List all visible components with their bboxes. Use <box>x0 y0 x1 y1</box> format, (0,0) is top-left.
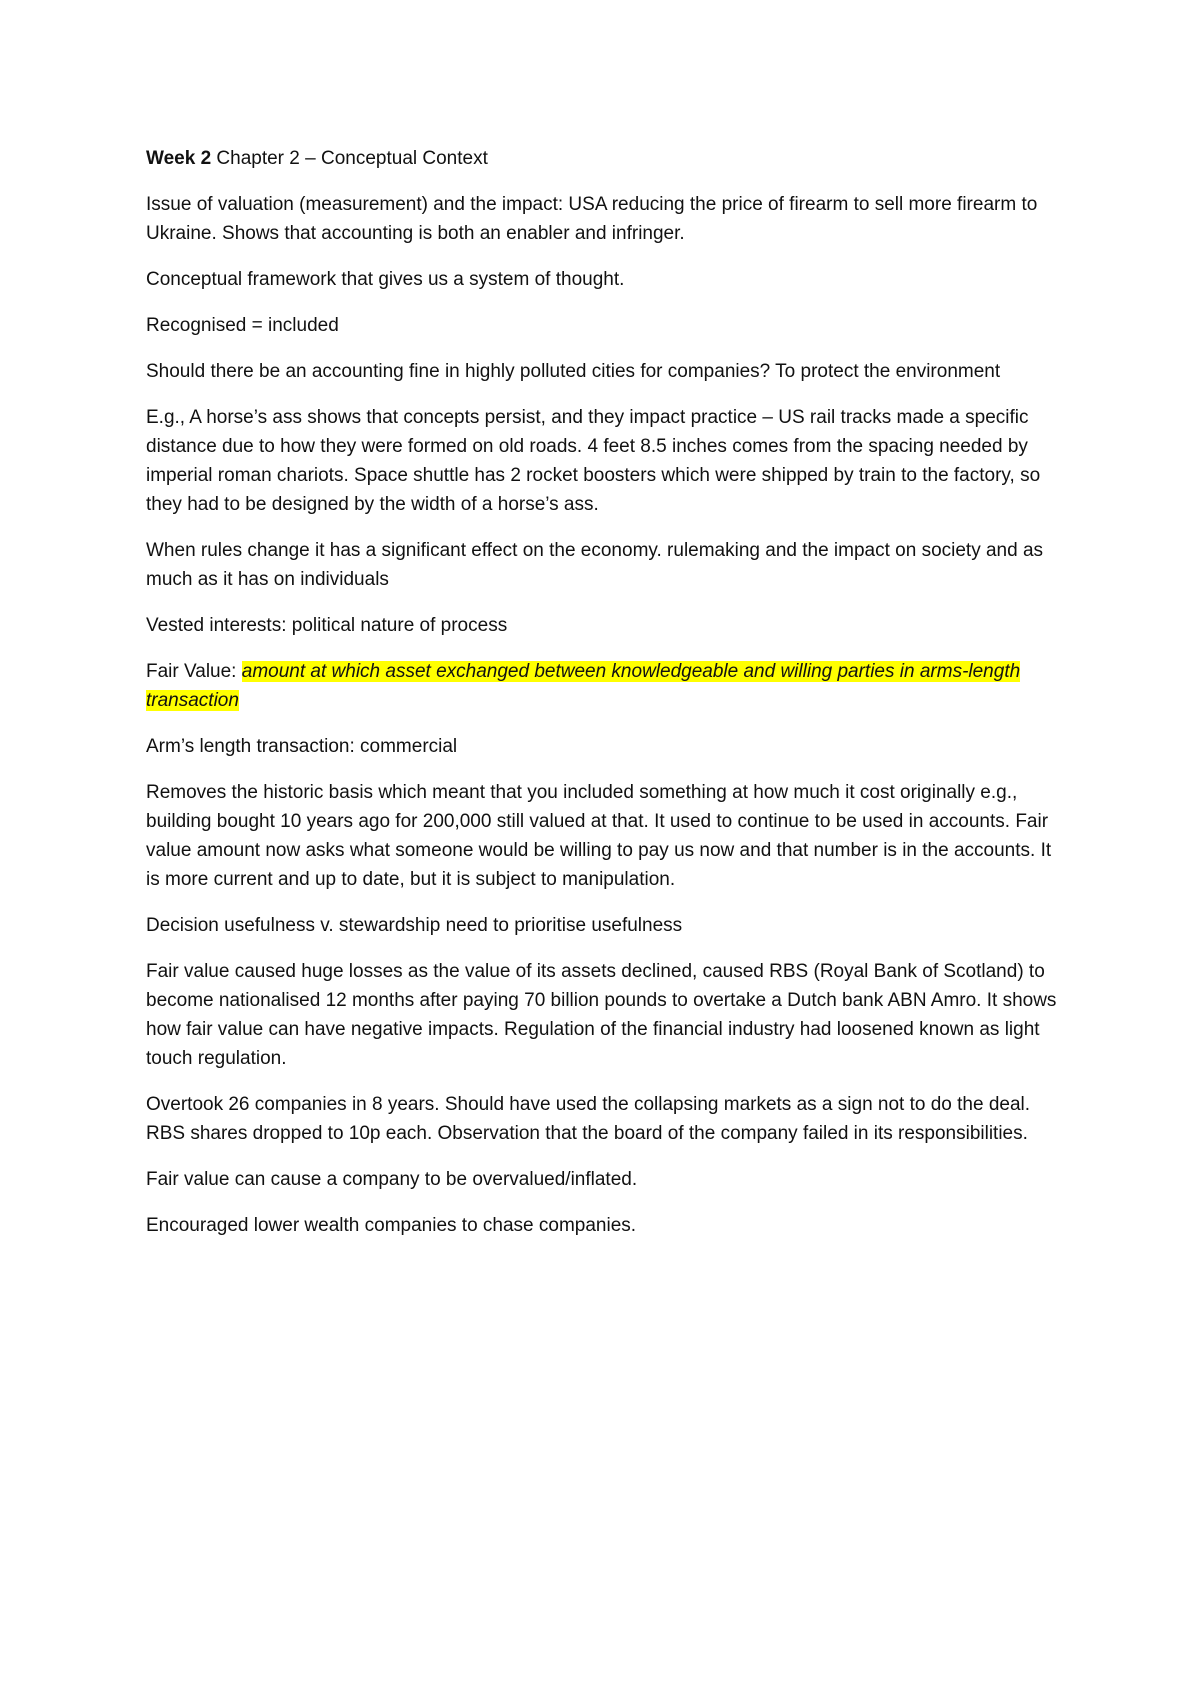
paragraph-rules-change: When rules change it has a significant effect on the economy. rulemaking and the impact on society and as much as it has on individuals <box>146 540 1044 590</box>
paragraph-rbs-losses: Fair value caused huge losses as the value of its assets declined, caused RBS (Royal Bank of Scotland) to become nationalised 12 months after paying 70 billion pounds to overtake a Dutch bank ABN Amro. It shows how fair value can have negative impacts. Regulation of the financial industry had loosened known as light touch regulation. <box>146 961 1057 1069</box>
paragraph-fair-value <box>146 657 1066 715</box>
paragraph-horse-example: E.g., A horse’s ass shows that concepts persist, and they impact practice – US rail tracks made a specific distance due to how they were formed on old roads. 4 feet 8.5 inches comes from the spacing needed by imperial roman chariots. Space shuttle has 2 rocket boosters which were shipped by train to the factory, so they had to be designed by the width of a horse’s ass. <box>146 407 1041 515</box>
title-week: Week 2 <box>146 148 212 169</box>
fair-value-label: Fair Value: <box>146 661 242 682</box>
title-chapter: Chapter 2 – Conceptual Context <box>211 148 488 169</box>
paragraph-vested-interests: Vested interests: political nature of process <box>146 615 508 636</box>
paragraph-overvalued: Fair value can cause a company to be overvalued/inflated. <box>146 1169 638 1190</box>
paragraph-historic-basis: Removes the historic basis which meant that you included something at how much it cost originally e.g., building bought 10 years ago for 200,000 still valued at that. It used to continue to be used in accounts. Fair value amount now asks what someone would be willing to pay us now and that number is in the accounts. It is more current and up to date, but it is subject to manipulation. <box>146 782 1052 890</box>
paragraph-valuation: Issue of valuation (measurement) and the impact: USA reducing the price of firearm to sell more firearm to Ukraine. Shows that accounting is both an enabler and infringer. <box>146 194 1038 244</box>
fair-value-definition-highlight: amount at which asset exchanged between knowledgeable and willing parties in arms-length transaction <box>146 661 1021 711</box>
paragraph-recognised: Recognised = included <box>146 315 339 336</box>
paragraph-arms-length: Arm’s length transaction: commercial <box>146 736 458 757</box>
paragraph-overtook-companies: Overtook 26 companies in 8 years. Should have used the collapsing markets as a sign not to do the deal. RBS shares dropped to 10p each. Observation that the board of the company failed in its responsibilities. <box>146 1094 1031 1144</box>
document-body <box>146 144 1066 1257</box>
paragraph-lower-wealth: Encouraged lower wealth companies to chase companies. <box>146 1215 637 1236</box>
paragraph-decision-usefulness: Decision usefulness v. stewardship need to prioritise usefulness <box>146 915 683 936</box>
paragraph-conceptual-framework: Conceptual framework that gives us a system of thought. <box>146 269 625 290</box>
paragraph-accounting-fine: Should there be an accounting fine in highly polluted cities for companies? To protect the environment <box>146 361 1001 382</box>
document-title <box>146 144 1066 173</box>
